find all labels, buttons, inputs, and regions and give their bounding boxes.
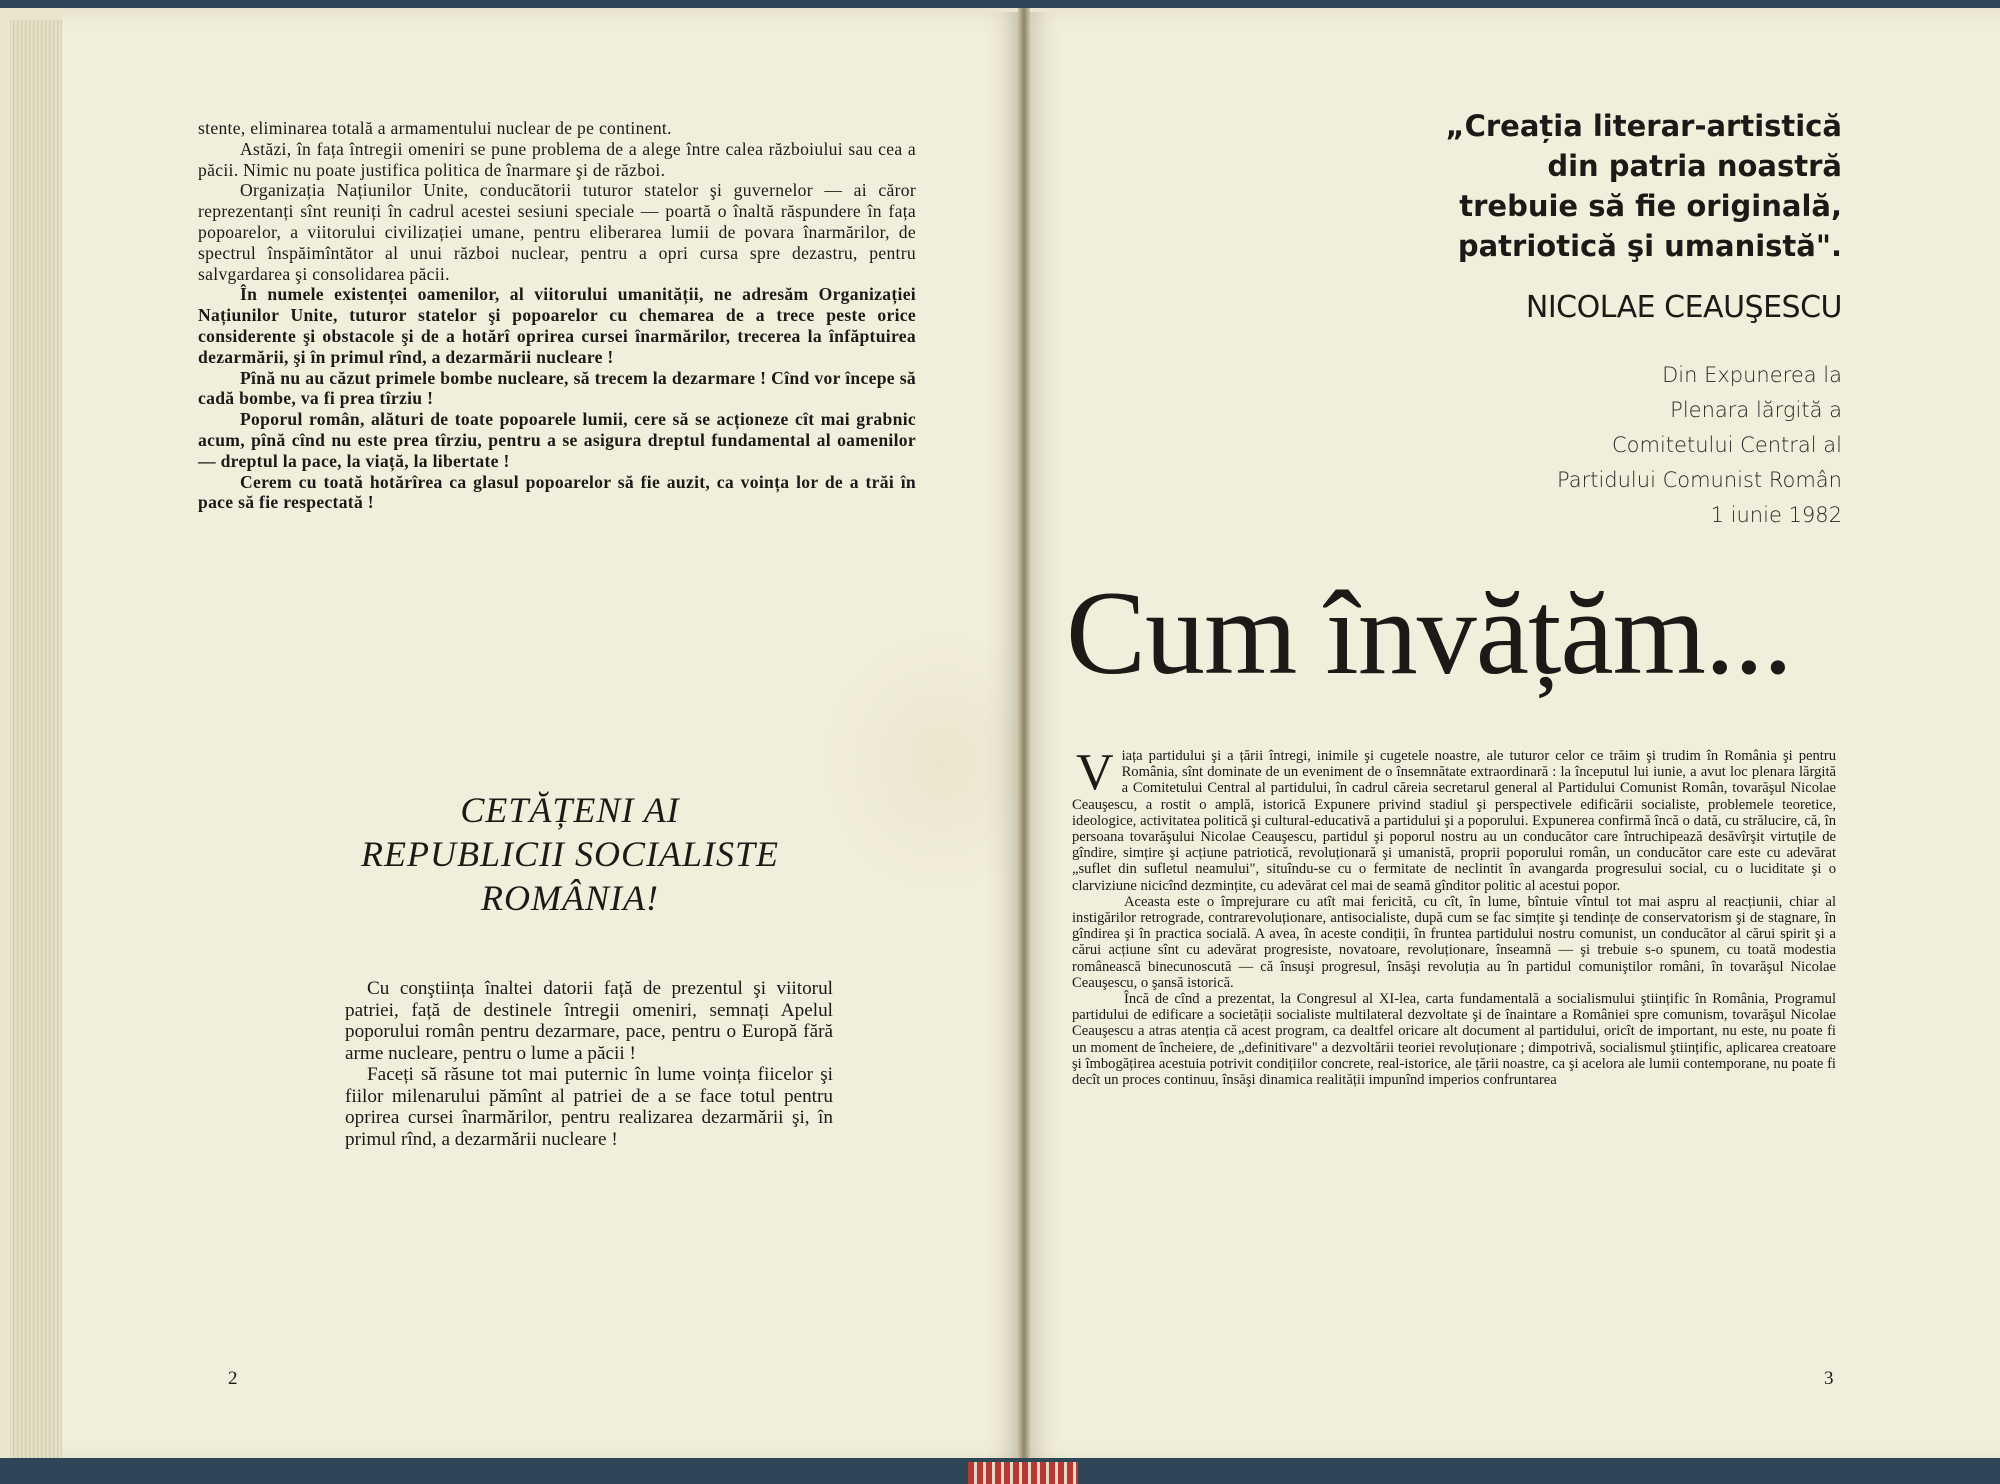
page-number-right: 3 xyxy=(1824,1368,1834,1389)
quote-line: „Creația literar-artistică xyxy=(1445,109,1842,143)
prose-paragraph: Pînă nu au căzut primele bombe nucleare, să trecem la dezarmare ! Cînd vor începe să cadă bombe, va fi prea tîrziu ! xyxy=(198,367,916,409)
page-number-left: 2 xyxy=(228,1368,238,1389)
prose-paragraph: În numele existenței oamenilor, al viitorului umanității, ne adresăm Organizației Națiunilor Unite, tuturor statelor şi popoarelor cu chemarea de a trece peste orice considerente şi obstacole şi de a hotărî oprirea cursei înarmărilor, trecerea la înfăptuirea dezarmării, şi în primul rînd, a dezarmării nucleare ! xyxy=(198,284,916,367)
appeal-paragraph: Cu conştiința înaltei datorii față de prezentul şi viitorul patriei, față de destinele întregii omeniri, semnați Apelul poporului român pentru dezarmare, pace, pentru o Europă fără arme nucleare, pentru o lume a păcii ! xyxy=(345,978,833,1064)
article-paragraph: Încă de cînd a prezentat, la Congresul al XI-lea, carta fundamentală a socialismului ştiințific în România, Programul partidului de edificare a societății socialiste multilateral dezvoltate şi de înaintare a României spre comunism, tovarăşul Nicolae Ceauşescu a atras atenția că acest program, ca dealtfel oricare alt document al partidului, oricît de important, nu este, nu poate fi un moment de încheiere, de „definitivare" a dezvoltării teoriei revoluționare ; dimpotrivă, socialismul ştiințific, aplicarea creatoare şi îmbogățirea acestuia potrivit condițiilor concrete, real-istorice, ale țării noastre, ca şi acelora ale lumii contemporane, nu poate fi decît un proces continuu, însăşi dinamica realității impunînd imperios confruntarea xyxy=(1072,991,1836,1089)
appeal-text xyxy=(345,978,833,1150)
book-gutter xyxy=(1018,8,1030,1476)
appeal-heading xyxy=(262,788,878,920)
drop-cap: V xyxy=(1076,744,1114,801)
bookmark-ribbon xyxy=(968,1462,1078,1484)
prose-paragraph: Astăzi, în fața întregii omeniri se pune problema de a alege între calea războiului sau cea a păcii. Nimic nu poate justifica politica de înarmare şi de război. xyxy=(198,138,916,180)
heading-line: ROMÂNIA! xyxy=(481,878,659,918)
article-body xyxy=(1072,744,1836,1089)
source-line: Plenara lărgită a xyxy=(1670,398,1842,422)
source-line: 1 iunie 1982 xyxy=(1710,503,1842,527)
article-paragraph: Aceasta este o împrejurare cu atît mai fericită, cu cît, în lume, bîntuie vîntul tot mai aspru al reacțiunii, chiar al instigărilor retrograde, contrarevoluționare, antisocialiste, după cum se fac simțite şi tendințe de conservatorism şi de stagnare, în gîndirea şi în practica socială. A avea, în aceste condiții, în fruntea partidului nostru comunist, un conducător al cărui spirit şi a cărui acțiune sînt cu adevărat progresiste, novatoare, revoluționare, înseamnă — şi trebuie s-o spunem, cu toată modestia românească binecunoscută — că însuşi progresul, însăşi revoluția au în partidul comuniştilor români, în tovarăşul Nicolae Ceauşescu, o şansă istorică. xyxy=(1072,893,1836,991)
article-title: Cum învățăm... xyxy=(1066,566,1792,699)
article-first-text: iața partidului şi a țării întregi, inimile şi cugetele noastre, ale tuturor celor ce trăim şi trudim în România şi pentru România, sînt dominate de un eveniment de o însemnătate extraordinară : la începutul lui iunie, a avut loc plenara lărgită a Comitetului Central al partidului, în cadrul căreia secretarul general al Partidului Comunist Român, tovarăşul Nicolae Ceauşescu, a rostit o amplă, istorică Expunere privind stadiul şi perspectivele edificării socialiste, problemele teoretice, ideologice, activitatea politică şi cultural-educativă a partidului şi a poporului. Expunerea confirmă încă o dată, cu strălucire, că, în persoana tovarăşului Nicolae Ceauşescu, partidul şi poporul nostru au un conducător care întruchipează desăvîrşit virtuțile de gîndire, simțire şi acțiune patriotică, revoluționară şi umanistă, proprii poporului român, un conducător care este cu adevărat „suflet din sufletul neamului", situîndu-se cu o fermitate de neclintit în avangarda progresului social, cu o luciditate şi o clarviziune nicicînd dezmințite, cu adevărat cel mai de seamă gînditor politic al acestui popor. xyxy=(1072,748,1836,894)
article-paragraph xyxy=(1072,744,1836,894)
source-line: Comitetului Central al xyxy=(1612,433,1842,457)
epigraph-quote xyxy=(1282,106,1842,266)
heading-line: CETĂȚENI AI xyxy=(460,790,680,830)
left-prose xyxy=(198,118,916,513)
quote-source xyxy=(1282,358,1842,533)
prose-paragraph: Cerem cu toată hotărîrea ca glasul popoarelor să fie auzit, ca voința lor de a trăi în pace să fie respectată ! xyxy=(198,471,916,513)
appeal-paragraph: Faceți să răsune tot mai puternic în lume voința fiicelor şi fiilor milenarului pămînt al patriei de a se face totul pentru oprirea cursei înarmărilor, pentru realizarea dezarmării şi, în primul rînd, a dezarmării nucleare ! xyxy=(345,1064,833,1150)
quote-line: patriotică şi umanistă". xyxy=(1457,229,1842,263)
prose-paragraph: stente, eliminarea totală a armamentului nuclear de pe continent. xyxy=(198,118,672,138)
quote-line: din patria noastră xyxy=(1547,149,1842,183)
prose-paragraph: Poporul român, alături de toate popoarele lumii, cere să se acționeze cît mai grabnic acum, pînă cînd nu este prea tîrziu, pentru a se asigura dreptul fundamental al oamenilor — dreptul la pace, la viață, la libertate ! xyxy=(198,409,916,471)
source-line: Din Expunerea la xyxy=(1662,363,1842,387)
prose-paragraph: Organizația Națiunilor Unite, conducătorii tuturor statelor şi guvernelor — ai căror reprezentanți sînt reuniți în cadrul acestei sesiuni speciale — poartă o înaltă răspundere în fața popoarelor, a viitorului civilizației umane, pentru eliberarea lumii de povara înarmărilor, de spectrul înspăimîntător al unui război nuclear, pentru a opri cursa spre dezastru, pentru salvgardarea şi consolidarea păcii. xyxy=(198,180,916,284)
quote-author: NICOLAE CEAUŞESCU xyxy=(1525,290,1842,325)
source-line: Partidului Comunist Român xyxy=(1557,468,1842,492)
book-spread xyxy=(0,8,2000,1476)
heading-line: REPUBLICII SOCIALISTE xyxy=(361,834,779,874)
quote-line: trebuie să fie originală, xyxy=(1459,189,1842,223)
page-edges xyxy=(10,20,64,1468)
